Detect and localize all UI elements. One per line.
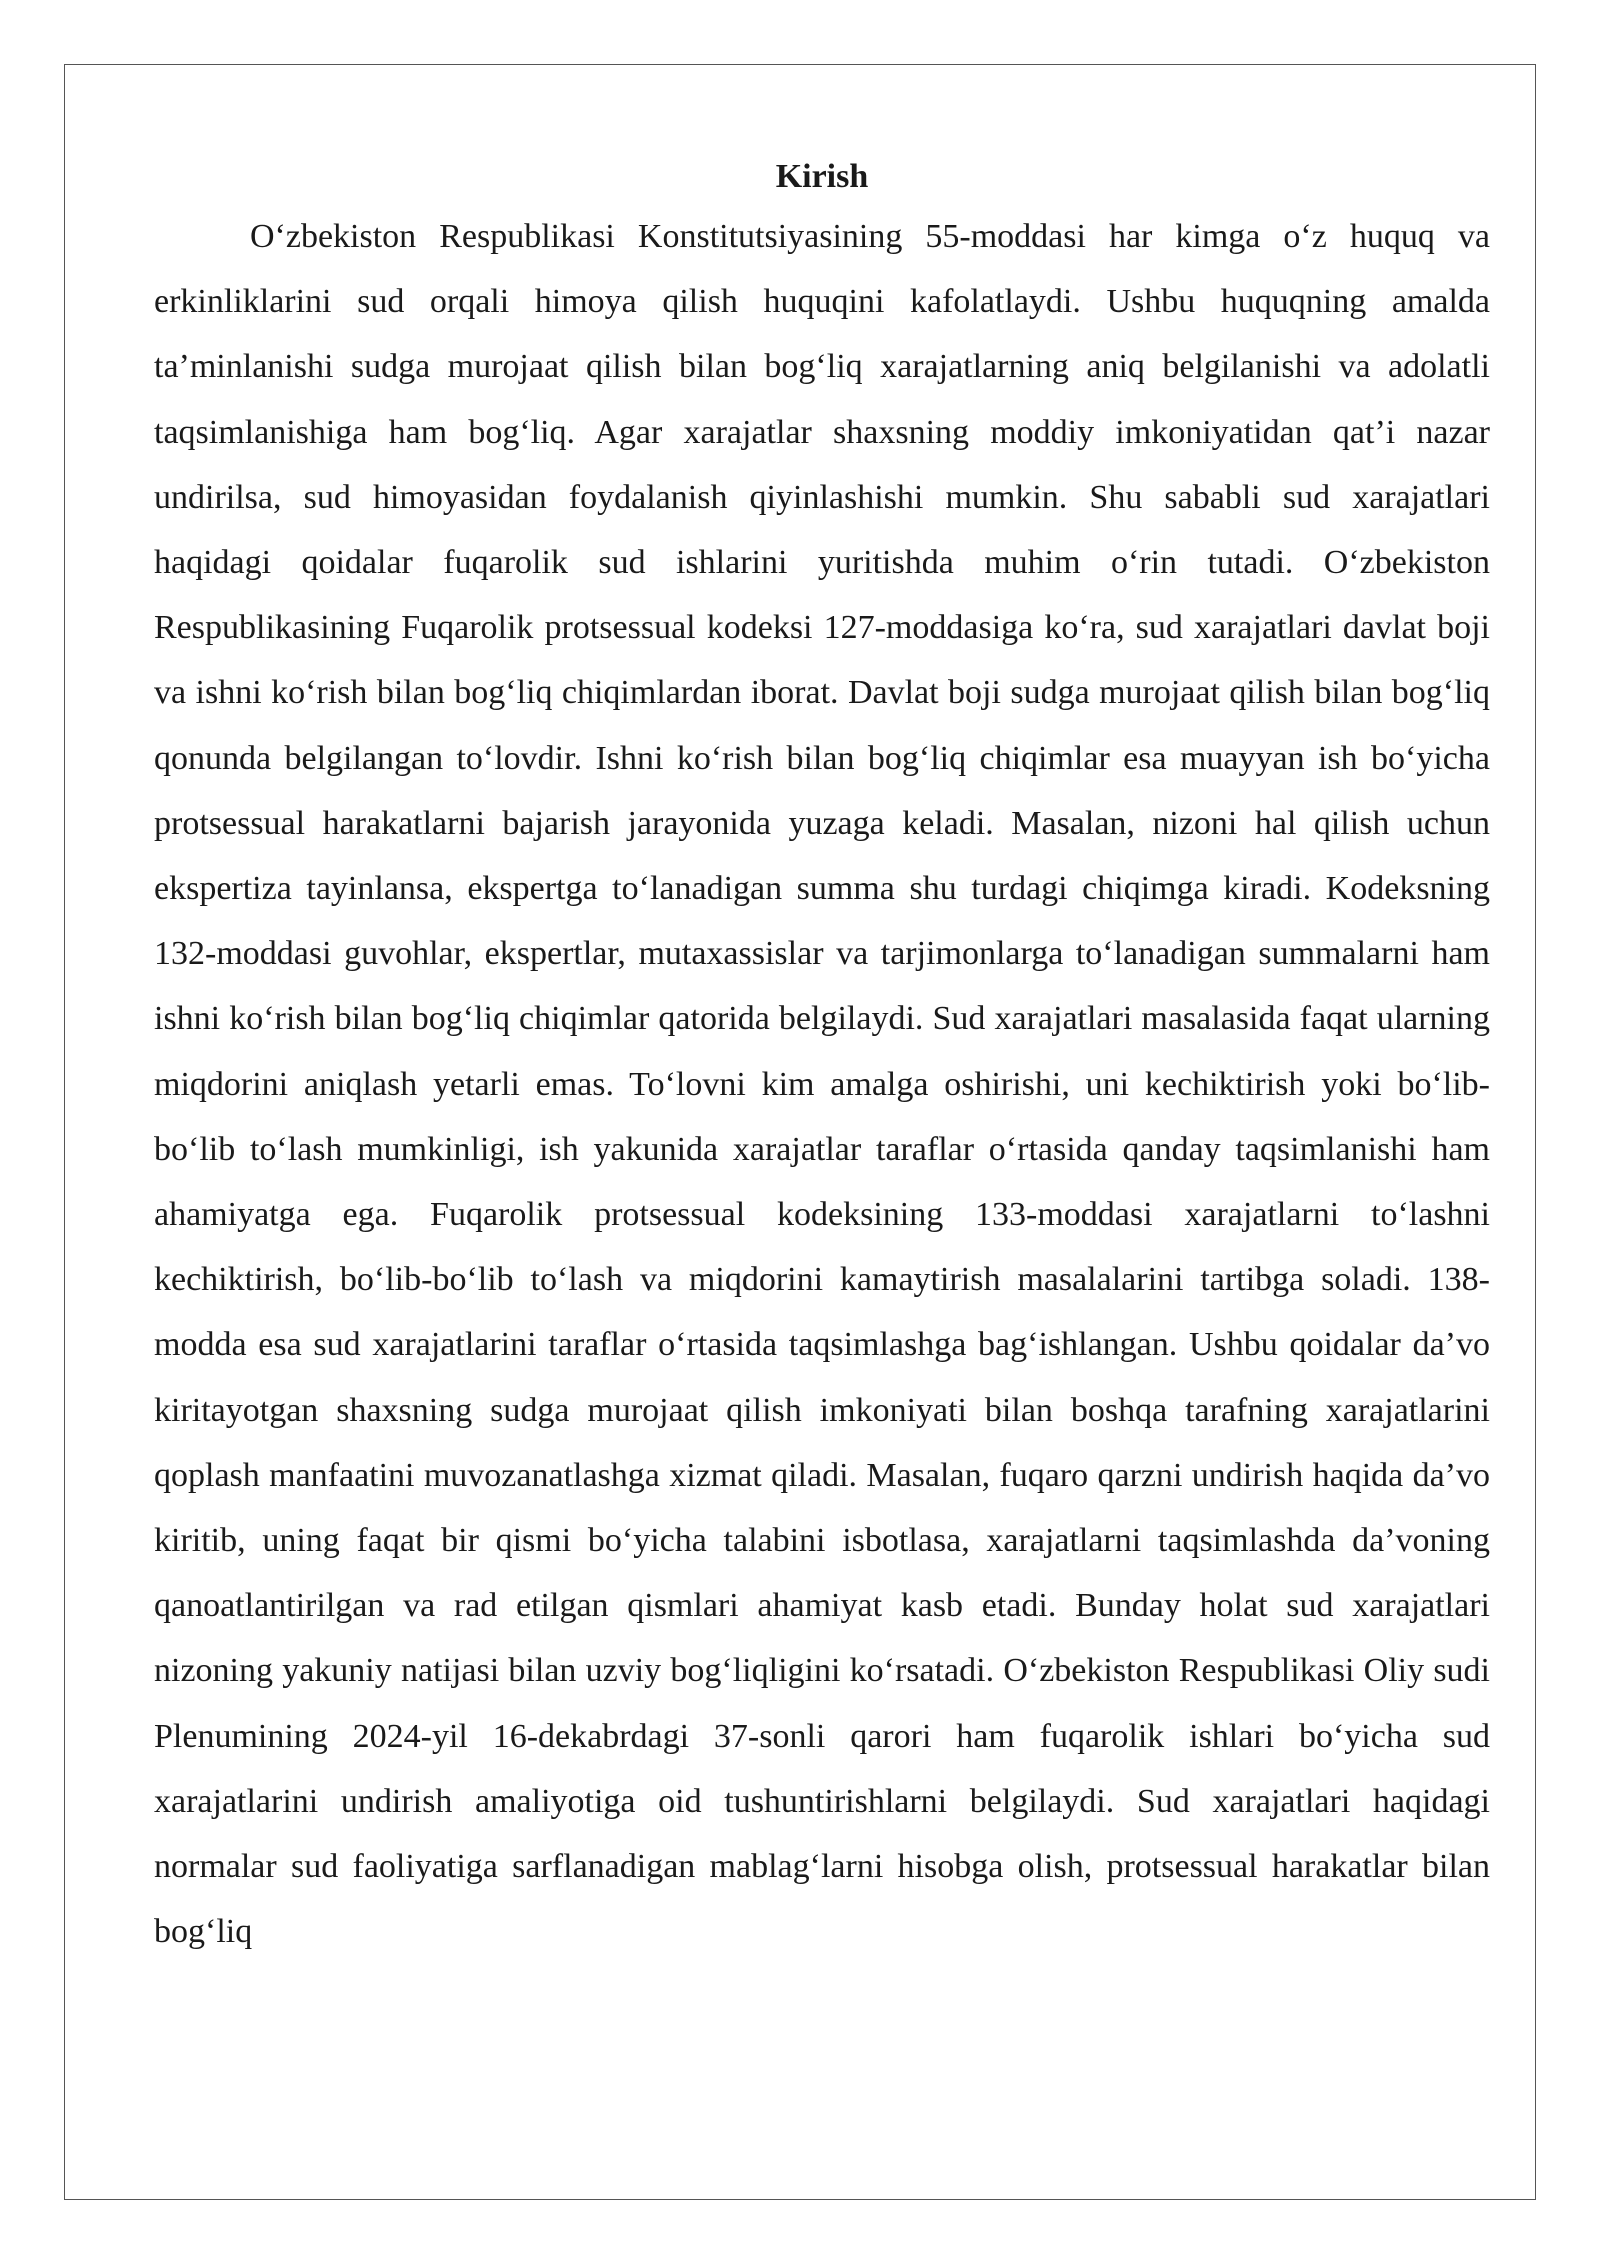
body-paragraph: O‘zbekiston Respublikasi Konstitutsiyasining 55-moddasi har kimga o‘z huquq va erkinliklarini sud orqali himoya qilish huquqini kafolatlaydi. Ushbu huquqning amalda ta’minlanishi sudga murojaat qilish bilan bog‘liq xarajatlarning aniq belgilanishi va adolatli taqsimlanishiga ham bog‘liq. Agar xarajatlar shaxsning moddiy imkoniyatidan qat’i nazar undirilsa, sud himoyasidan foydalanish qiyinlashishi mumkin. Shu sababli sud xarajatlari haqidagi qoidalar fuqarolik sud ishlarini yuritishda muhim o‘rin tutadi. O‘zbekiston Respublikasining Fuqarolik protsessual kodeksi 127-moddasiga ko‘ra, sud xarajatlari davlat boji va ishni ko‘rish bilan bog‘liq chiqimlardan iborat. Davlat boji sudga murojaat qilish bilan bog‘liq qonunda belgilangan to‘lovdir. Ishni ko‘rish bilan bog‘liq chiqimlar esa muayyan ish bo‘yicha protsessual harakatlarni bajarish jarayonida yuzaga keladi. Masalan, nizoni hal qilish uchun ekspertiza tayinlansa, ekspertga to‘lanadigan summa shu turdagi chiqimga kiradi. Kodeksning 132-moddasi guvohlar, ekspertlar, mutaxassislar va tarjimonlarga to‘lanadigan summalarni ham ishni ko‘rish bilan bog‘liq chiqimlar qatorida belgilaydi. Sud xarajatlari masalasida faqat ularning miqdorini aniqlash yetarli emas. To‘lovni kim amalga oshirishi, uni kechiktirish yoki bo‘lib-bo‘lib to‘lash mumkinligi, ish yakunida xarajatlar taraflar o‘rtasida qanday taqsimlanishi ham ahamiyatga ega. Fuqarolik protsessual kodeksining 133-moddasi xarajatlarni to‘lashni kechiktirish, bo‘lib-bo‘lib to‘lash va miqdorini kamaytirish masalalarini tartibga soladi. 138-modda esa sud xarajatlarini taraflar o‘rtasida taqsimlashga bag‘ishlangan. Ushbu qoidalar da’vo kiritayotgan shaxsning sudga murojaat qilish imkoniyati bilan boshqa tarafning xarajatlarini qoplash manfaatini muvozanatlashga xizmat qiladi. Masalan, fuqaro qarzni undirish haqida da’vo kiritib, uning faqat bir qismi bo‘yicha talabini isbotlasa, xarajatlarni taqsimlashda da’voning qanoatlantirilgan va rad etilgan qismlari ahamiyat kasb etadi. Bunday holat sud xarajatlari nizoning yakuniy natijasi bilan uzviy bog‘liqligini ko‘rsatadi. O‘zbekiston Respublikasi Oliy sudi Plenumining 2024-yil 16-dekabrdagi 37-sonli qarori ham fuqarolik ishlari bo‘yicha sud xarajatlarini undirish amaliyotiga oid tushuntirishlarni belgilaydi. Sud xarajatlari haqidagi normalar sud faoliyatiga sarflanadigan mablag‘larni hisobga olish, protsessual harakatlar bilan bog‘liq xyxy=(154,218,1490,1951)
document-body xyxy=(154,150,1490,1964)
document-heading: Kirish xyxy=(775,158,869,195)
